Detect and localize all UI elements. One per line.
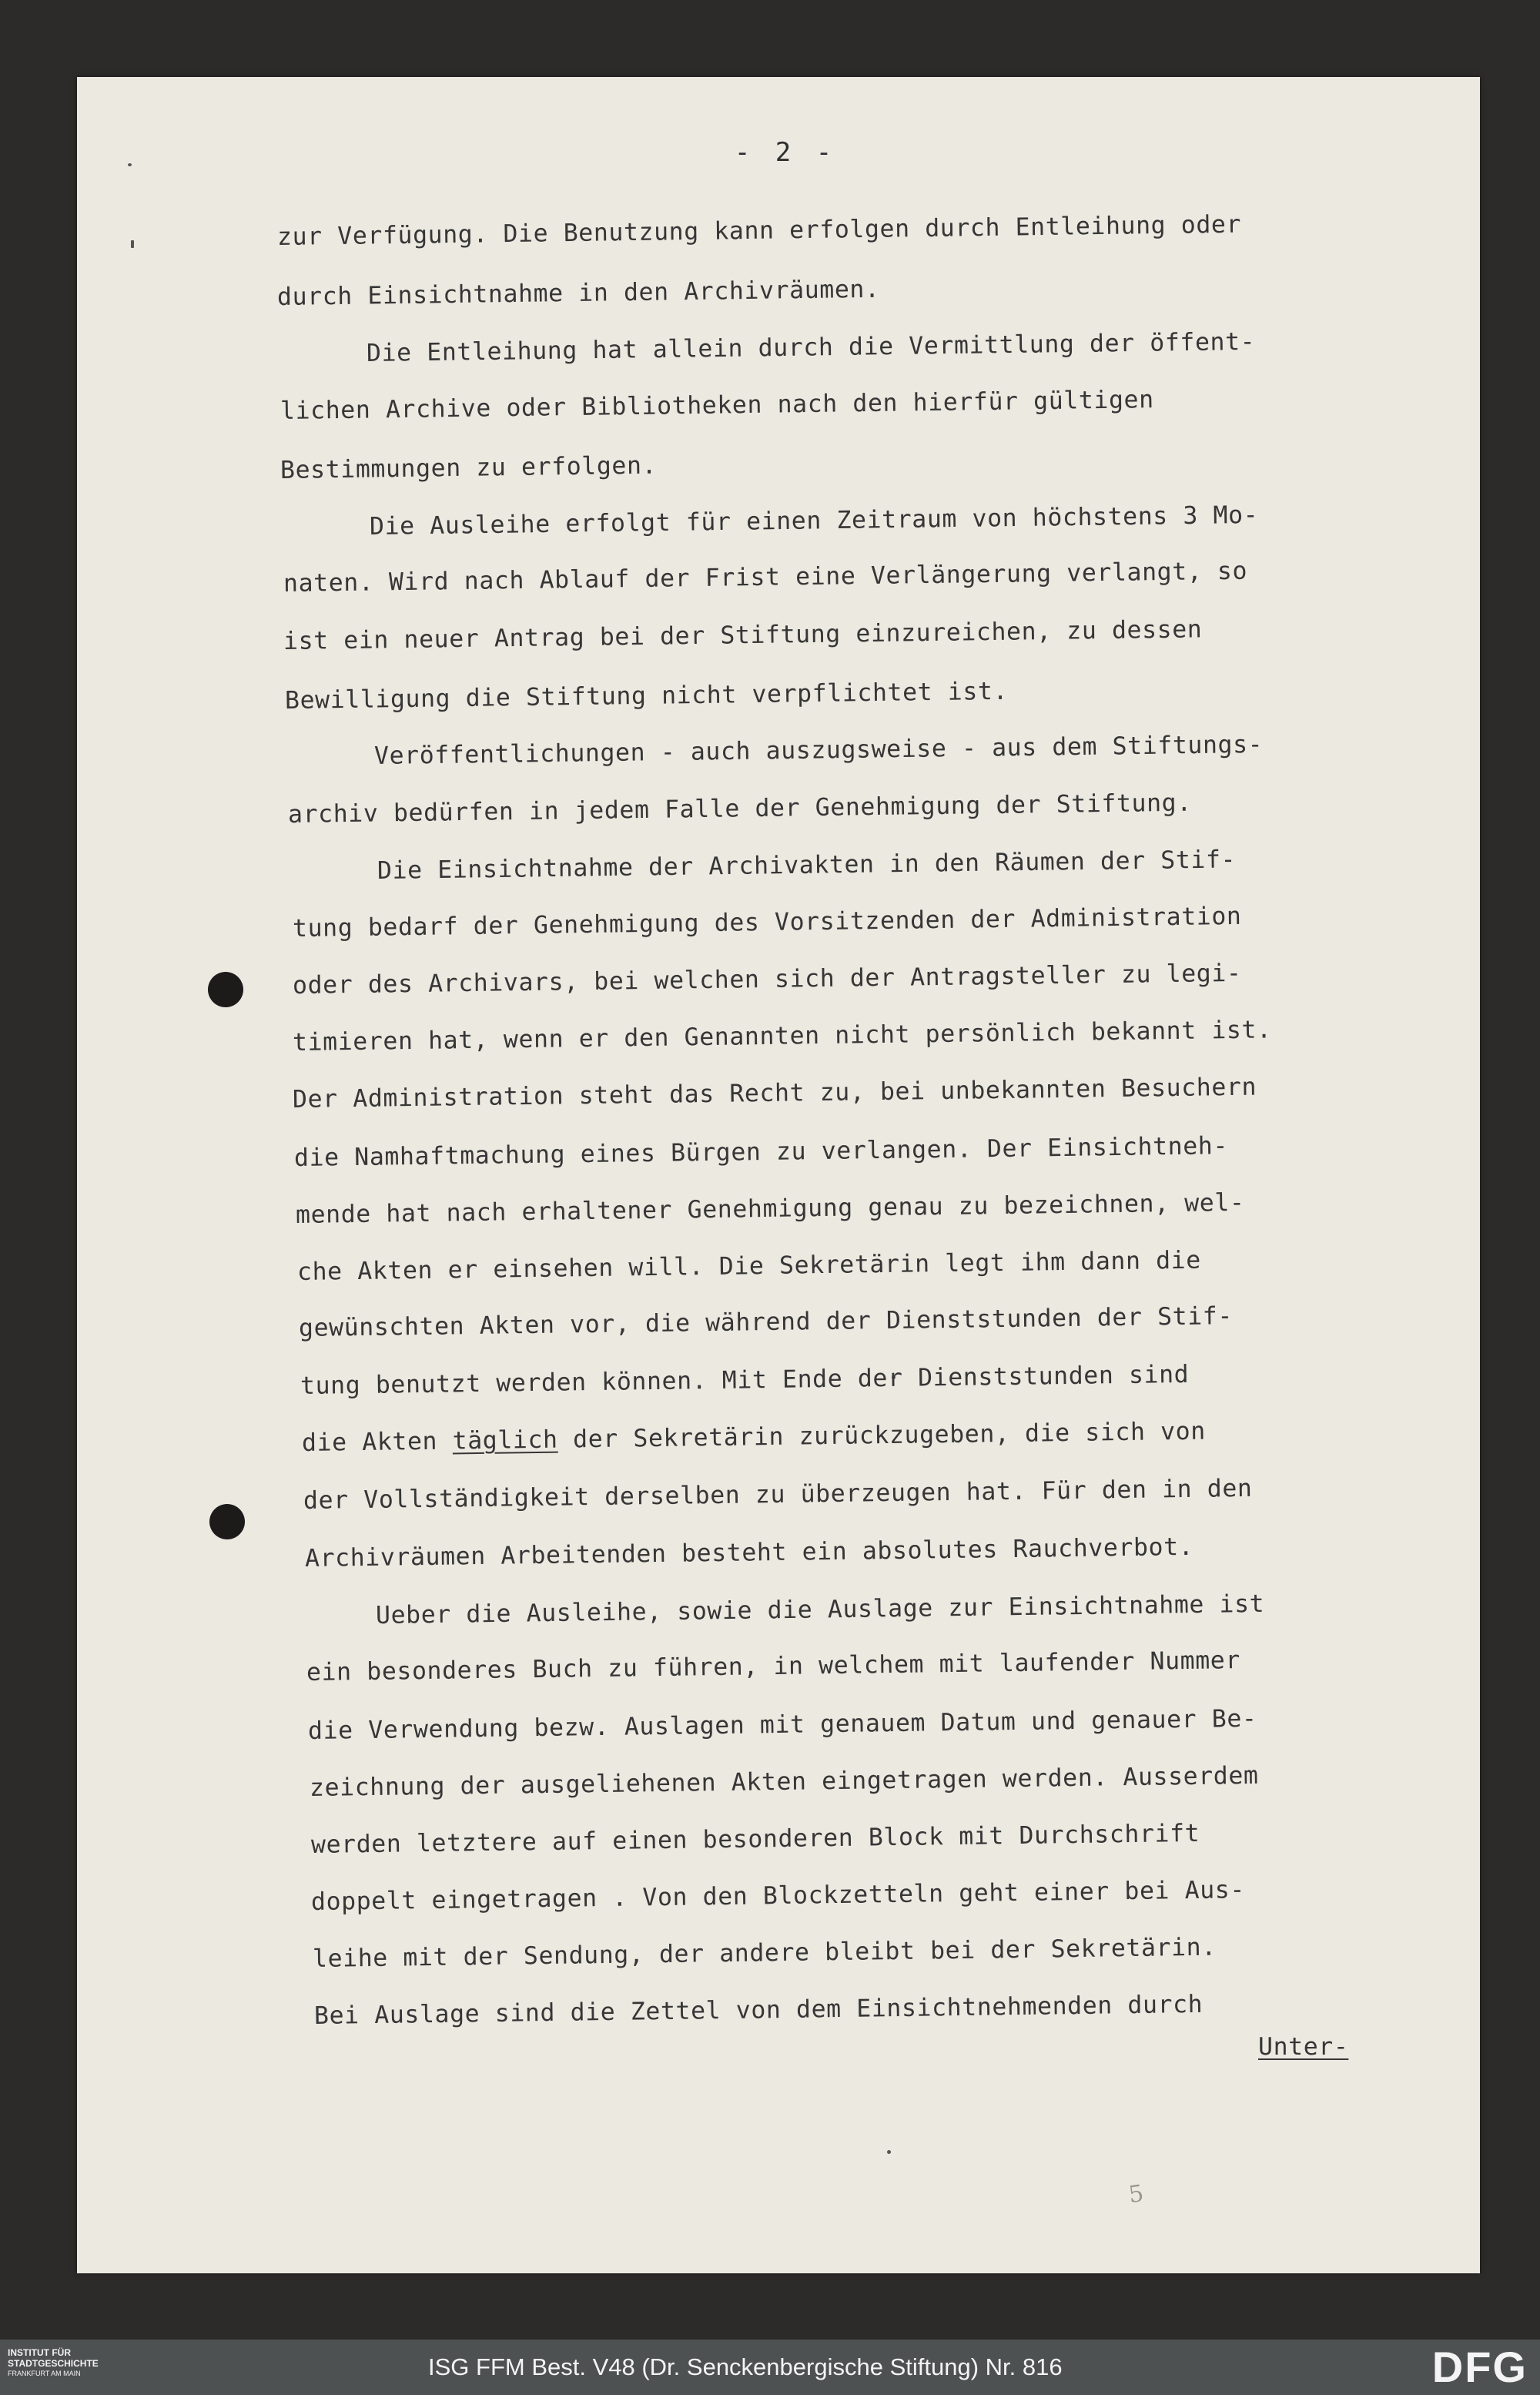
page-number: - 2 - xyxy=(734,137,837,168)
text-line: werden letztere auf einen besonderen Block mit Durchschrift xyxy=(310,1819,1200,1859)
text-line: zur Verfügung. Die Benutzung kann erfolgen durch Entleihung oder xyxy=(276,210,1242,251)
text-line: durch Einsichtnahme in den Archivräumen. xyxy=(276,275,880,311)
text-line: Bei Auslage sind die Zettel von dem Einsichtnehmenden durch xyxy=(313,1990,1204,2030)
text-line: naten. Wird nach Ablauf der Frist eine Verlängerung verlangt, so xyxy=(283,557,1248,598)
text-line: oder des Archivars, bei welchen sich der Antragsteller zu legi- xyxy=(292,959,1242,1000)
text-line: ein besonderes Buch zu führen, in welchem mit laufender Nummer xyxy=(306,1646,1241,1687)
footer-bar xyxy=(0,2340,1540,2395)
text-segment: die Akten xyxy=(301,1427,453,1457)
institute-logo-line: INSTITUT FÜR xyxy=(8,2347,71,2358)
text-line: Der Administration steht das Recht zu, bei unbekannten Besuchern xyxy=(292,1073,1257,1114)
text-line: Die Einsichtnahme der Archivakten in den Räumen der Stif- xyxy=(377,846,1237,885)
institute-logo-line: STADTGESCHICHTE xyxy=(8,2358,99,2369)
text-line: che Akten er einsehen will. Die Sekretärin legt ihm dann die xyxy=(296,1246,1202,1286)
text-line: ist ein neuer Antrag bei der Stiftung einzureichen, zu dessen xyxy=(283,615,1203,655)
text-segment: der Sekretärin zurückzugeben, die sich von xyxy=(557,1417,1207,1454)
text-line: Die Entleihung hat allein durch die Vermittlung der öffent- xyxy=(366,327,1256,367)
text-line: Bewilligung die Stiftung nicht verpflichtet ist. xyxy=(284,677,1009,715)
text-line: Bestimmungen zu erfolgen. xyxy=(280,451,658,484)
archive-reference-caption: ISG FFM Best. V48 (Dr. Senckenbergische Stiftung) Nr. 816 xyxy=(428,2353,1063,2380)
text-line: gewünschten Akten vor, die während der Dienststunden der Stif- xyxy=(298,1302,1234,1342)
text-line: archiv bedürfen in jedem Falle der Genehmigung der Stiftung. xyxy=(287,789,1193,829)
text-line: Ueber die Ausleihe, sowie die Auslage zur Einsichtnahme ist xyxy=(375,1589,1265,1630)
text-line xyxy=(302,1418,1206,1457)
text-line: Veröffentlichungen - auch auszugsweise - aus dem Stiftungs- xyxy=(373,730,1264,770)
text-line: doppelt eingetragen . Von den Blockzetteln geht einer bei Aus- xyxy=(310,1876,1246,1916)
text-line: Archivräumen Arbeitenden besteht ein absolutes Rauchverbot. xyxy=(304,1532,1194,1573)
text-line: zeichnung der ausgeliehenen Akten eingetragen werden. Ausserdem xyxy=(309,1761,1259,1802)
text-line: leihe mit der Sendung, der andere bleibt bei der Sekretärin. xyxy=(312,1933,1217,1973)
pencil-mark: 5 xyxy=(1127,2179,1146,2209)
institute-logo-line: FRANKFURT AM MAIN xyxy=(8,2370,81,2377)
dfg-logo: DFG xyxy=(1431,2343,1528,2391)
text-line: tung benutzt werden können. Mit Ende der Dienststunden sind xyxy=(300,1360,1190,1400)
text-line: mende hat nach erhaltener Genehmigung genau zu bezeichnen, wel- xyxy=(295,1188,1245,1229)
institute-logo xyxy=(8,2347,131,2378)
text-line: lichen Archive oder Bibliotheken nach den hierfür gültigen xyxy=(280,386,1154,425)
text-line: tung bedarf der Genehmigung des Vorsitzenden der Administration xyxy=(292,902,1242,943)
text-line: die Verwendung bezw. Auslagen mit genauem Datum und genauer Be- xyxy=(307,1704,1257,1745)
text-line: timieren hat, wenn er den Genannten nicht persönlich bekannt ist. xyxy=(292,1016,1272,1057)
catchword: Unter- xyxy=(1258,2033,1349,2061)
text-line: die Namhaftmachung eines Bürgen zu verlangen. Der Einsichtneh- xyxy=(293,1132,1229,1172)
text-line: Die Ausleihe erfolgt für einen Zeitraum von höchstens 3 Mo- xyxy=(369,501,1259,541)
text-line: der Vollständigkeit derselben zu überzeugen hat. Für den in den xyxy=(303,1474,1253,1515)
underlined-word: täglich xyxy=(452,1425,558,1455)
